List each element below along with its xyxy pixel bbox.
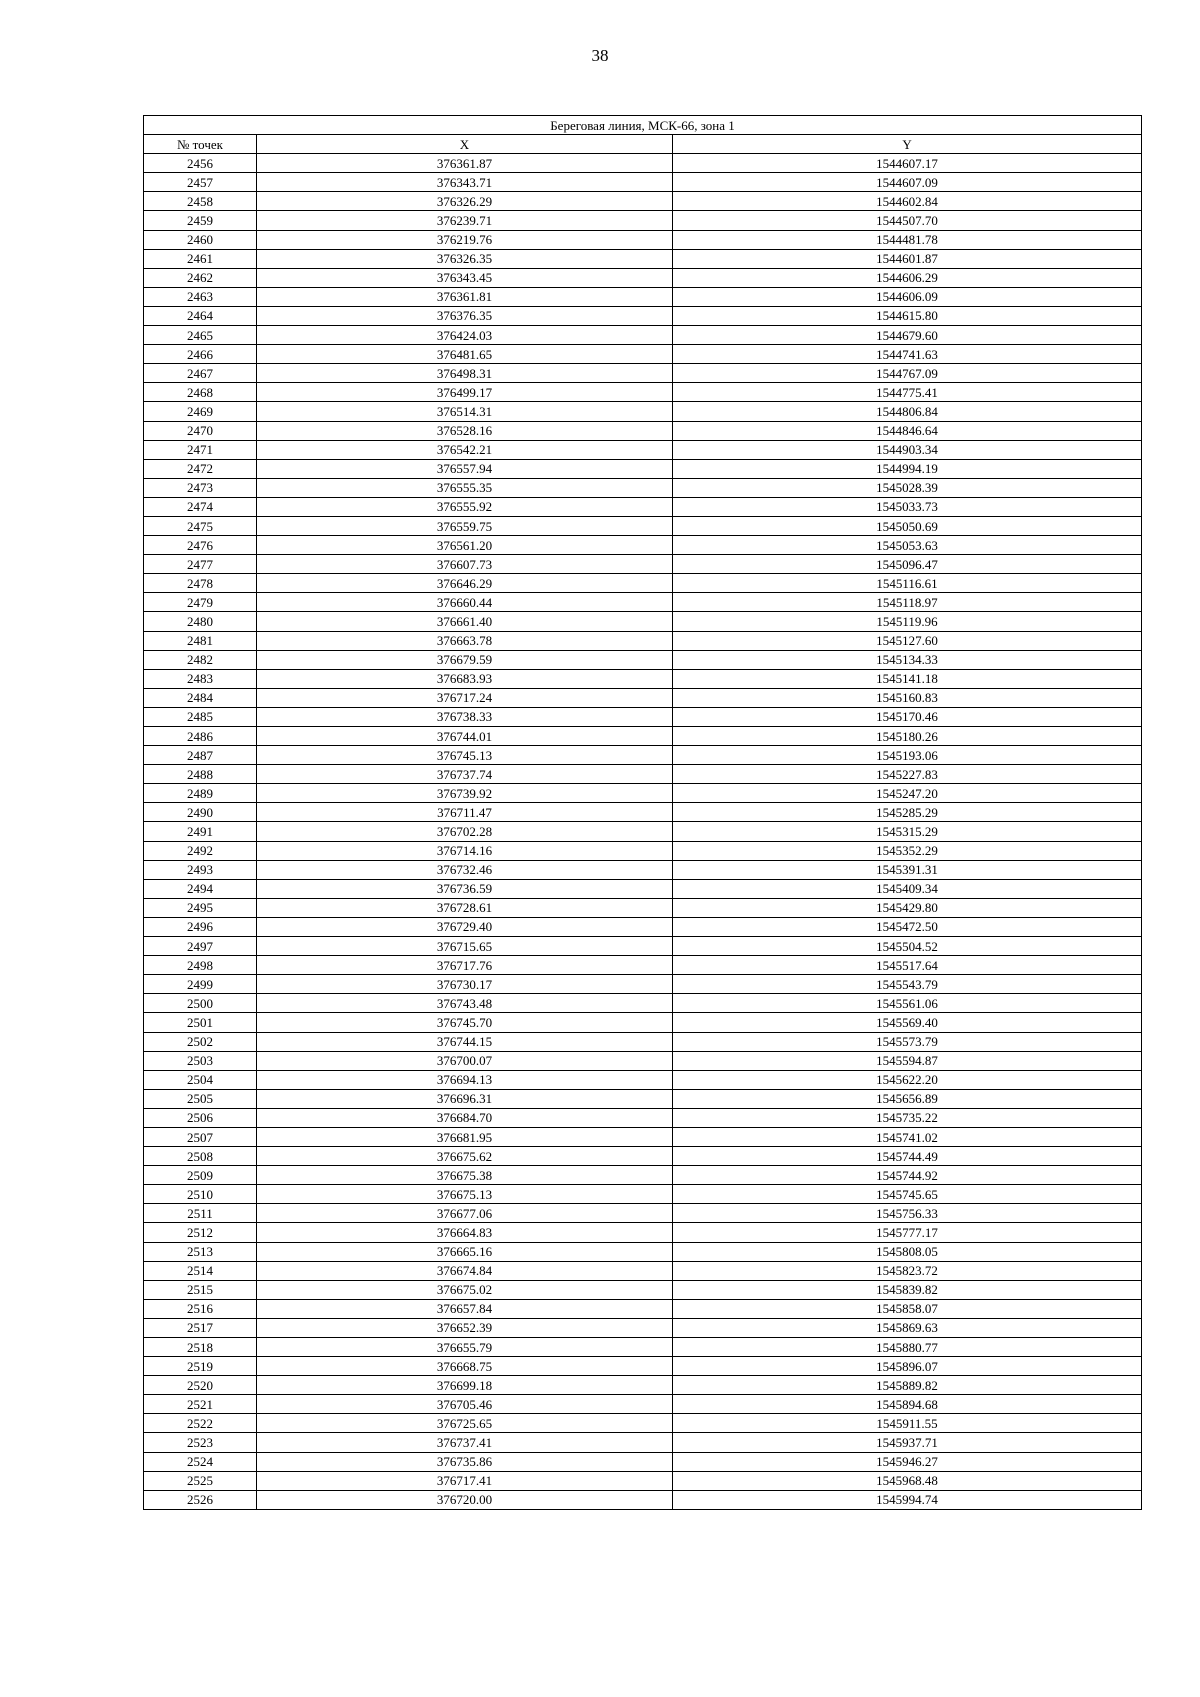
table-row xyxy=(144,669,1142,688)
point-number-cell: 2524 xyxy=(144,1452,257,1471)
x-cell: 376607.73 xyxy=(257,555,673,574)
point-number-cell: 2458 xyxy=(144,192,257,211)
x-cell: 376715.65 xyxy=(257,937,673,956)
x-cell: 376514.31 xyxy=(257,402,673,421)
point-number-cell: 2459 xyxy=(144,211,257,230)
point-number-cell: 2465 xyxy=(144,326,257,345)
point-number-cell: 2522 xyxy=(144,1414,257,1433)
y-cell: 1545543.79 xyxy=(673,975,1142,994)
point-number-cell: 2494 xyxy=(144,879,257,898)
y-cell: 1545193.06 xyxy=(673,746,1142,765)
table-row xyxy=(144,421,1142,440)
y-cell: 1545735.22 xyxy=(673,1108,1142,1127)
point-number-cell: 2496 xyxy=(144,917,257,936)
y-cell: 1545429.80 xyxy=(673,898,1142,917)
point-number-cell: 2503 xyxy=(144,1051,257,1070)
table-row xyxy=(144,497,1142,516)
point-number-cell: 2476 xyxy=(144,536,257,555)
y-cell: 1545053.63 xyxy=(673,536,1142,555)
table-row xyxy=(144,1490,1142,1509)
x-cell: 376498.31 xyxy=(257,364,673,383)
point-number-cell: 2486 xyxy=(144,727,257,746)
x-cell: 376679.59 xyxy=(257,650,673,669)
point-number-cell: 2525 xyxy=(144,1471,257,1490)
table-row xyxy=(144,555,1142,574)
table-row xyxy=(144,1299,1142,1318)
x-cell: 376728.61 xyxy=(257,898,673,917)
x-cell: 376745.70 xyxy=(257,1013,673,1032)
table-row xyxy=(144,841,1142,860)
point-number-cell: 2477 xyxy=(144,555,257,574)
y-cell: 1544607.09 xyxy=(673,173,1142,192)
y-cell: 1544775.41 xyxy=(673,383,1142,402)
x-cell: 376725.65 xyxy=(257,1414,673,1433)
point-number-cell: 2519 xyxy=(144,1357,257,1376)
column-header-x: X xyxy=(257,135,673,154)
table-row xyxy=(144,154,1142,173)
x-cell: 376720.00 xyxy=(257,1490,673,1509)
point-number-cell: 2474 xyxy=(144,497,257,516)
x-cell: 376655.79 xyxy=(257,1338,673,1357)
y-cell: 1545096.47 xyxy=(673,555,1142,574)
point-number-cell: 2493 xyxy=(144,860,257,879)
y-cell: 1544903.34 xyxy=(673,440,1142,459)
coordinates-table-body xyxy=(144,116,1142,1510)
y-cell: 1545777.17 xyxy=(673,1223,1142,1242)
point-number-cell: 2484 xyxy=(144,688,257,707)
y-cell: 1544607.17 xyxy=(673,154,1142,173)
point-number-cell: 2491 xyxy=(144,822,257,841)
y-cell: 1545569.40 xyxy=(673,1013,1142,1032)
y-cell: 1545118.97 xyxy=(673,593,1142,612)
table-row xyxy=(144,574,1142,593)
x-cell: 376745.13 xyxy=(257,746,673,765)
point-number-cell: 2487 xyxy=(144,746,257,765)
table-row xyxy=(144,1166,1142,1185)
point-number-cell: 2513 xyxy=(144,1242,257,1261)
y-cell: 1545808.05 xyxy=(673,1242,1142,1261)
y-cell: 1545227.83 xyxy=(673,765,1142,784)
x-cell: 376683.93 xyxy=(257,669,673,688)
point-number-cell: 2509 xyxy=(144,1166,257,1185)
y-cell: 1545561.06 xyxy=(673,994,1142,1013)
x-cell: 376732.46 xyxy=(257,860,673,879)
y-cell: 1545756.33 xyxy=(673,1204,1142,1223)
x-cell: 376326.29 xyxy=(257,192,673,211)
x-cell: 376665.16 xyxy=(257,1242,673,1261)
table-row xyxy=(144,1376,1142,1395)
table-row xyxy=(144,784,1142,803)
point-number-cell: 2507 xyxy=(144,1127,257,1146)
y-cell: 1545050.69 xyxy=(673,516,1142,535)
x-cell: 376717.41 xyxy=(257,1471,673,1490)
point-number-cell: 2510 xyxy=(144,1185,257,1204)
table-row xyxy=(144,707,1142,726)
x-cell: 376561.20 xyxy=(257,536,673,555)
y-cell: 1544846.64 xyxy=(673,421,1142,440)
point-number-cell: 2523 xyxy=(144,1433,257,1452)
y-cell: 1545517.64 xyxy=(673,956,1142,975)
y-cell: 1545869.63 xyxy=(673,1318,1142,1337)
table-row xyxy=(144,1204,1142,1223)
y-cell: 1545911.55 xyxy=(673,1414,1142,1433)
y-cell: 1545472.50 xyxy=(673,917,1142,936)
table-row xyxy=(144,975,1142,994)
x-cell: 376735.86 xyxy=(257,1452,673,1471)
point-number-cell: 2463 xyxy=(144,287,257,306)
x-cell: 376343.71 xyxy=(257,173,673,192)
x-cell: 376481.65 xyxy=(257,345,673,364)
x-cell: 376361.81 xyxy=(257,287,673,306)
x-cell: 376730.17 xyxy=(257,975,673,994)
table-row xyxy=(144,860,1142,879)
x-cell: 376660.44 xyxy=(257,593,673,612)
point-number-cell: 2512 xyxy=(144,1223,257,1242)
table-row xyxy=(144,688,1142,707)
y-cell: 1545180.26 xyxy=(673,727,1142,746)
point-number-cell: 2515 xyxy=(144,1280,257,1299)
table-row xyxy=(144,727,1142,746)
y-cell: 1544602.84 xyxy=(673,192,1142,211)
x-cell: 376717.76 xyxy=(257,956,673,975)
page-number: 38 xyxy=(591,46,609,65)
x-cell: 376699.18 xyxy=(257,1376,673,1395)
table-header-row xyxy=(144,135,1142,154)
point-number-cell: 2504 xyxy=(144,1070,257,1089)
y-cell: 1545880.77 xyxy=(673,1338,1142,1357)
table-row xyxy=(144,1261,1142,1280)
table-row xyxy=(144,1280,1142,1299)
y-cell: 1545141.18 xyxy=(673,669,1142,688)
x-cell: 376705.46 xyxy=(257,1395,673,1414)
x-cell: 376694.13 xyxy=(257,1070,673,1089)
x-cell: 376744.01 xyxy=(257,727,673,746)
x-cell: 376555.92 xyxy=(257,497,673,516)
table-row xyxy=(144,459,1142,478)
y-cell: 1545994.74 xyxy=(673,1490,1142,1509)
y-cell: 1545119.96 xyxy=(673,612,1142,631)
y-cell: 1545744.92 xyxy=(673,1166,1142,1185)
table-row xyxy=(144,402,1142,421)
y-cell: 1545741.02 xyxy=(673,1127,1142,1146)
point-number-cell: 2480 xyxy=(144,612,257,631)
x-cell: 376555.35 xyxy=(257,478,673,497)
point-number-cell: 2485 xyxy=(144,707,257,726)
table-row xyxy=(144,1338,1142,1357)
table-row xyxy=(144,1032,1142,1051)
y-cell: 1544806.84 xyxy=(673,402,1142,421)
x-cell: 376744.15 xyxy=(257,1032,673,1051)
y-cell: 1545946.27 xyxy=(673,1452,1142,1471)
y-cell: 1545116.61 xyxy=(673,574,1142,593)
table-row xyxy=(144,478,1142,497)
table-row xyxy=(144,1013,1142,1032)
x-cell: 376675.62 xyxy=(257,1147,673,1166)
y-cell: 1545033.73 xyxy=(673,497,1142,516)
y-cell: 1545889.82 xyxy=(673,1376,1142,1395)
point-number-cell: 2470 xyxy=(144,421,257,440)
coordinates-table xyxy=(143,115,1142,1510)
table-row xyxy=(144,994,1142,1013)
x-cell: 376696.31 xyxy=(257,1089,673,1108)
y-cell: 1544767.09 xyxy=(673,364,1142,383)
y-cell: 1544606.09 xyxy=(673,287,1142,306)
y-cell: 1545745.65 xyxy=(673,1185,1142,1204)
x-cell: 376559.75 xyxy=(257,516,673,535)
table-row xyxy=(144,268,1142,287)
table-row xyxy=(144,765,1142,784)
point-number-cell: 2460 xyxy=(144,230,257,249)
x-cell: 376737.41 xyxy=(257,1433,673,1452)
point-number-cell: 2526 xyxy=(144,1490,257,1509)
point-number-cell: 2479 xyxy=(144,593,257,612)
table-row xyxy=(144,536,1142,555)
table-row xyxy=(144,440,1142,459)
x-cell: 376717.24 xyxy=(257,688,673,707)
table-row xyxy=(144,516,1142,535)
point-number-cell: 2500 xyxy=(144,994,257,1013)
x-cell: 376326.35 xyxy=(257,249,673,268)
point-number-cell: 2467 xyxy=(144,364,257,383)
point-number-cell: 2468 xyxy=(144,383,257,402)
x-cell: 376702.28 xyxy=(257,822,673,841)
y-cell: 1544507.70 xyxy=(673,211,1142,230)
table-row xyxy=(144,1452,1142,1471)
table-row xyxy=(144,1108,1142,1127)
point-number-cell: 2505 xyxy=(144,1089,257,1108)
point-number-cell: 2498 xyxy=(144,956,257,975)
table-row xyxy=(144,1471,1142,1490)
point-number-cell: 2471 xyxy=(144,440,257,459)
y-cell: 1545622.20 xyxy=(673,1070,1142,1089)
table-row xyxy=(144,879,1142,898)
x-cell: 376343.45 xyxy=(257,268,673,287)
x-cell: 376714.16 xyxy=(257,841,673,860)
x-cell: 376675.02 xyxy=(257,1280,673,1299)
point-number-cell: 2495 xyxy=(144,898,257,917)
y-cell: 1545315.29 xyxy=(673,822,1142,841)
y-cell: 1544481.78 xyxy=(673,230,1142,249)
point-number-cell: 2489 xyxy=(144,784,257,803)
table-row xyxy=(144,937,1142,956)
x-cell: 376239.71 xyxy=(257,211,673,230)
y-cell: 1545744.49 xyxy=(673,1147,1142,1166)
point-number-cell: 2514 xyxy=(144,1261,257,1280)
table-row xyxy=(144,746,1142,765)
table-row xyxy=(144,1395,1142,1414)
table-row xyxy=(144,1223,1142,1242)
column-header-y: Y xyxy=(673,135,1142,154)
y-cell: 1545573.79 xyxy=(673,1032,1142,1051)
x-cell: 376661.40 xyxy=(257,612,673,631)
point-number-cell: 2520 xyxy=(144,1376,257,1395)
x-cell: 376675.13 xyxy=(257,1185,673,1204)
y-cell: 1544741.63 xyxy=(673,345,1142,364)
x-cell: 376542.21 xyxy=(257,440,673,459)
x-cell: 376738.33 xyxy=(257,707,673,726)
table-row xyxy=(144,345,1142,364)
table-row xyxy=(144,1147,1142,1166)
point-number-cell: 2461 xyxy=(144,249,257,268)
point-number-cell: 2478 xyxy=(144,574,257,593)
table-row xyxy=(144,1357,1142,1376)
table-row xyxy=(144,593,1142,612)
y-cell: 1545285.29 xyxy=(673,803,1142,822)
x-cell: 376743.48 xyxy=(257,994,673,1013)
table-row xyxy=(144,211,1142,230)
x-cell: 376376.35 xyxy=(257,306,673,325)
x-cell: 376681.95 xyxy=(257,1127,673,1146)
x-cell: 376361.87 xyxy=(257,154,673,173)
point-number-cell: 2511 xyxy=(144,1204,257,1223)
y-cell: 1545391.31 xyxy=(673,860,1142,879)
x-cell: 376739.92 xyxy=(257,784,673,803)
y-cell: 1544601.87 xyxy=(673,249,1142,268)
point-number-cell: 2518 xyxy=(144,1338,257,1357)
table-row xyxy=(144,249,1142,268)
x-cell: 376657.84 xyxy=(257,1299,673,1318)
point-number-cell: 2488 xyxy=(144,765,257,784)
point-number-cell: 2466 xyxy=(144,345,257,364)
table-row xyxy=(144,287,1142,306)
point-number-cell: 2462 xyxy=(144,268,257,287)
point-number-cell: 2483 xyxy=(144,669,257,688)
point-number-cell: 2517 xyxy=(144,1318,257,1337)
table-row xyxy=(144,956,1142,975)
y-cell: 1545594.87 xyxy=(673,1051,1142,1070)
x-cell: 376674.84 xyxy=(257,1261,673,1280)
y-cell: 1544679.60 xyxy=(673,326,1142,345)
point-number-cell: 2475 xyxy=(144,516,257,535)
y-cell: 1545896.07 xyxy=(673,1357,1142,1376)
table-row xyxy=(144,822,1142,841)
y-cell: 1544994.19 xyxy=(673,459,1142,478)
x-cell: 376700.07 xyxy=(257,1051,673,1070)
x-cell: 376499.17 xyxy=(257,383,673,402)
table-title-row xyxy=(144,116,1142,135)
y-cell: 1545160.83 xyxy=(673,688,1142,707)
x-cell: 376646.29 xyxy=(257,574,673,593)
point-number-cell: 2501 xyxy=(144,1013,257,1032)
x-cell: 376736.59 xyxy=(257,879,673,898)
x-cell: 376711.47 xyxy=(257,803,673,822)
point-number-cell: 2499 xyxy=(144,975,257,994)
point-number-cell: 2456 xyxy=(144,154,257,173)
table-row xyxy=(144,1089,1142,1108)
x-cell: 376668.75 xyxy=(257,1357,673,1376)
y-cell: 1545247.20 xyxy=(673,784,1142,803)
y-cell: 1545352.29 xyxy=(673,841,1142,860)
column-header-point-number: № точек xyxy=(144,135,257,154)
table-row xyxy=(144,1127,1142,1146)
x-cell: 376557.94 xyxy=(257,459,673,478)
y-cell: 1544615.80 xyxy=(673,306,1142,325)
table-title: Береговая линия, МСК-66, зона 1 xyxy=(144,116,1142,135)
x-cell: 376652.39 xyxy=(257,1318,673,1337)
table-row xyxy=(144,631,1142,650)
x-cell: 376675.38 xyxy=(257,1166,673,1185)
y-cell: 1545134.33 xyxy=(673,650,1142,669)
y-cell: 1545894.68 xyxy=(673,1395,1142,1414)
table-row xyxy=(144,1185,1142,1204)
y-cell: 1544606.29 xyxy=(673,268,1142,287)
x-cell: 376424.03 xyxy=(257,326,673,345)
point-number-cell: 2490 xyxy=(144,803,257,822)
x-cell: 376729.40 xyxy=(257,917,673,936)
point-number-cell: 2508 xyxy=(144,1147,257,1166)
point-number-cell: 2502 xyxy=(144,1032,257,1051)
y-cell: 1545656.89 xyxy=(673,1089,1142,1108)
y-cell: 1545127.60 xyxy=(673,631,1142,650)
point-number-cell: 2481 xyxy=(144,631,257,650)
table-row xyxy=(144,173,1142,192)
y-cell: 1545937.71 xyxy=(673,1433,1142,1452)
table-row xyxy=(144,612,1142,631)
y-cell: 1545968.48 xyxy=(673,1471,1142,1490)
y-cell: 1545170.46 xyxy=(673,707,1142,726)
table-row xyxy=(144,917,1142,936)
point-number-cell: 2482 xyxy=(144,650,257,669)
point-number-cell: 2492 xyxy=(144,841,257,860)
table-row xyxy=(144,326,1142,345)
table-row xyxy=(144,1242,1142,1261)
y-cell: 1545409.34 xyxy=(673,879,1142,898)
table-row xyxy=(144,1433,1142,1452)
point-number-cell: 2506 xyxy=(144,1108,257,1127)
x-cell: 376528.16 xyxy=(257,421,673,440)
table-row xyxy=(144,364,1142,383)
table-row xyxy=(144,383,1142,402)
table-row xyxy=(144,650,1142,669)
x-cell: 376664.83 xyxy=(257,1223,673,1242)
table-row xyxy=(144,306,1142,325)
table-row xyxy=(144,1051,1142,1070)
point-number-cell: 2497 xyxy=(144,937,257,956)
point-number-cell: 2472 xyxy=(144,459,257,478)
x-cell: 376677.06 xyxy=(257,1204,673,1223)
table-row xyxy=(144,1318,1142,1337)
x-cell: 376684.70 xyxy=(257,1108,673,1127)
table-row xyxy=(144,192,1142,211)
point-number-cell: 2469 xyxy=(144,402,257,421)
point-number-cell: 2464 xyxy=(144,306,257,325)
y-cell: 1545858.07 xyxy=(673,1299,1142,1318)
point-number-cell: 2457 xyxy=(144,173,257,192)
x-cell: 376663.78 xyxy=(257,631,673,650)
y-cell: 1545504.52 xyxy=(673,937,1142,956)
y-cell: 1545823.72 xyxy=(673,1261,1142,1280)
x-cell: 376737.74 xyxy=(257,765,673,784)
y-cell: 1545028.39 xyxy=(673,478,1142,497)
table-row xyxy=(144,1070,1142,1089)
point-number-cell: 2516 xyxy=(144,1299,257,1318)
point-number-cell: 2521 xyxy=(144,1395,257,1414)
point-number-cell: 2473 xyxy=(144,478,257,497)
table-row xyxy=(144,230,1142,249)
table-row xyxy=(144,898,1142,917)
table-row xyxy=(144,803,1142,822)
y-cell: 1545839.82 xyxy=(673,1280,1142,1299)
x-cell: 376219.76 xyxy=(257,230,673,249)
table-row xyxy=(144,1414,1142,1433)
